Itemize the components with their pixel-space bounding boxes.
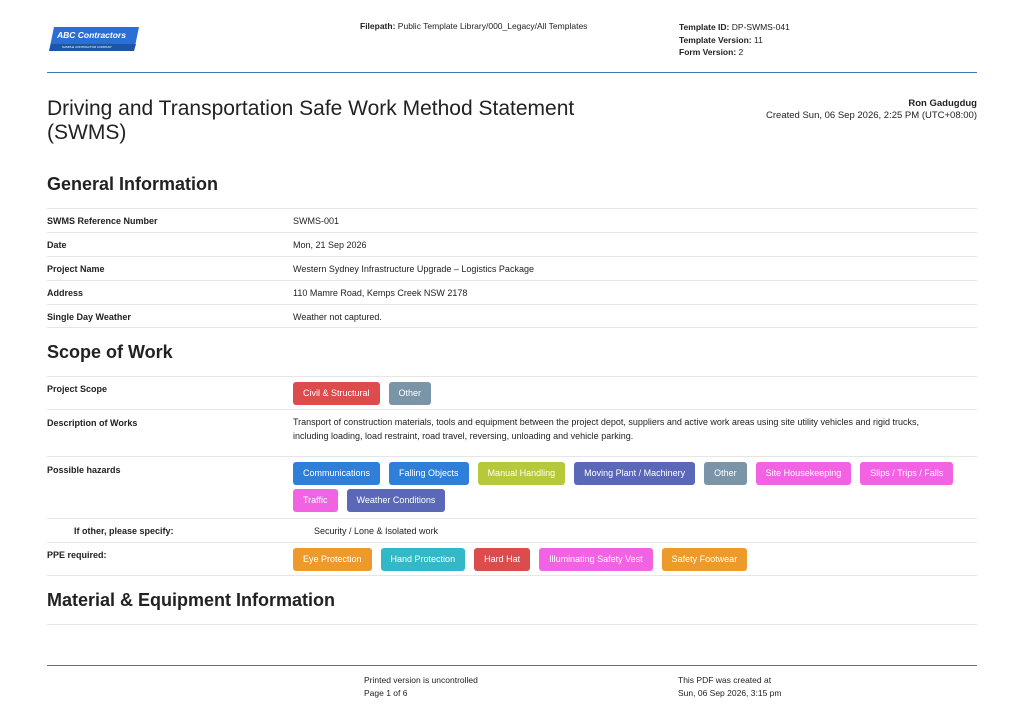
field-row-description xyxy=(47,409,977,456)
document-title: Driving and Transportation Safe Work Method Statement (SWMS) xyxy=(47,97,575,144)
description-text xyxy=(293,415,919,443)
field-row-address xyxy=(47,280,977,304)
tag-chip: Communications xyxy=(293,462,380,485)
tag-chip: Slips / Trips / Falls xyxy=(860,462,953,485)
tag-chip: Manual Handling xyxy=(478,462,566,485)
form-version-value: 2 xyxy=(738,47,744,57)
section-title-scope: Scope of Work xyxy=(47,342,173,362)
author-block xyxy=(766,98,977,122)
pdf-created-value: Sun, 06 Sep 2026, 3:15 pm xyxy=(678,687,782,698)
tag-chip: Site Housekeeping xyxy=(756,462,852,485)
created-date: Created Sun, 06 Sep 2026, 2:25 PM (UTC+08:00) xyxy=(766,110,977,121)
form-version-label: Form Version: xyxy=(679,47,737,57)
filepath-label: Filepath: xyxy=(360,21,396,31)
pdf-created-label: This PDF was created at xyxy=(678,675,772,685)
field-label: SWMS Reference Number xyxy=(47,216,158,226)
field-row-reference xyxy=(47,208,977,232)
field-value: Security / Lone & Isolated work xyxy=(314,526,439,536)
header-divider xyxy=(47,72,977,73)
template-version-value: 11 xyxy=(753,34,763,45)
page-header xyxy=(0,0,1024,73)
field-value: Mon, 21 Sep 2026 xyxy=(293,240,367,250)
logo-text: ABC Contractors xyxy=(57,30,126,40)
template-version xyxy=(679,34,790,47)
field-label: Description of Works xyxy=(47,418,138,428)
field-label: Possible hazards xyxy=(47,465,121,475)
field-label: PPE required: xyxy=(47,550,107,560)
footer-right xyxy=(678,674,782,699)
description-line: including loading, load restraint, road travel, reversing, unloading and vehicle parking. xyxy=(293,431,634,441)
logo-subtext: SAMPLE CONTRACTOR COMPANY xyxy=(62,45,112,49)
filepath xyxy=(360,21,587,31)
author-name: Ron Gadugdug xyxy=(908,98,977,109)
tag-chip: Other xyxy=(389,382,432,405)
field-row-date xyxy=(47,232,977,256)
field-label: Project Name xyxy=(47,264,105,274)
form-version xyxy=(679,46,790,59)
field-label: Project Scope xyxy=(47,384,108,394)
field-value: 110 Mamre Road, Kemps Creek NSW 2178 xyxy=(293,288,468,298)
footer-divider xyxy=(47,665,977,666)
ppe-chips xyxy=(293,548,983,571)
field-row-other-specify xyxy=(47,518,977,542)
template-id-value: DP-SWMS-041 xyxy=(731,22,790,32)
project-scope-chips xyxy=(293,382,983,405)
field-row-hazards xyxy=(47,456,977,518)
section-title-general: General Information xyxy=(47,174,219,194)
field-row-weather xyxy=(47,304,977,328)
filepath-value: Public Template Library/000_Legacy/All Templates xyxy=(397,21,588,31)
field-value: SWMS-001 xyxy=(293,216,340,226)
tag-chip: Eye Protection xyxy=(293,548,372,571)
section-divider xyxy=(47,624,977,625)
description-line: Transport of construction materials, tools and equipment between the project depot, suppliers and active work areas using site utility vehicles and rigid trucks, xyxy=(293,417,919,427)
field-label: Date xyxy=(47,240,67,250)
footer-left xyxy=(364,674,478,699)
field-label: Address xyxy=(47,288,84,298)
company-logo xyxy=(48,26,140,52)
tag-chip: Hand Protection xyxy=(381,548,466,571)
tag-chip: Moving Plant / Machinery xyxy=(574,462,695,485)
page-number: Page 1 of 6 xyxy=(364,687,408,698)
section-title-materials: Material & Equipment Information xyxy=(47,590,336,610)
tag-chip: Falling Objects xyxy=(389,462,469,485)
field-value: Western Sydney Infrastructure Upgrade – Logistics Package xyxy=(293,264,534,274)
uncontrolled-notice: Printed version is uncontrolled xyxy=(364,675,478,685)
tag-chip: Other xyxy=(704,462,747,485)
hazards-chips xyxy=(293,462,983,512)
tag-chip: Civil & Structural xyxy=(293,382,380,405)
field-row-ppe xyxy=(47,542,977,576)
tag-chip: Weather Conditions xyxy=(347,489,446,512)
template-version-label: Template Version: xyxy=(679,34,752,45)
field-value: Weather not captured. xyxy=(293,312,382,322)
template-id xyxy=(679,21,790,34)
template-meta xyxy=(679,21,790,59)
field-label: Single Day Weather xyxy=(47,312,131,322)
field-row-project-name xyxy=(47,256,977,280)
field-label: If other, please specify: xyxy=(74,526,174,536)
field-row-project-scope xyxy=(47,376,977,409)
tag-chip: Traffic xyxy=(293,489,338,512)
template-id-label: Template ID: xyxy=(679,22,730,32)
tag-chip: Safety Footwear xyxy=(662,548,748,571)
tag-chip: Hard Hat xyxy=(474,548,530,571)
tag-chip: Illuminating Safety Vest xyxy=(539,548,653,571)
